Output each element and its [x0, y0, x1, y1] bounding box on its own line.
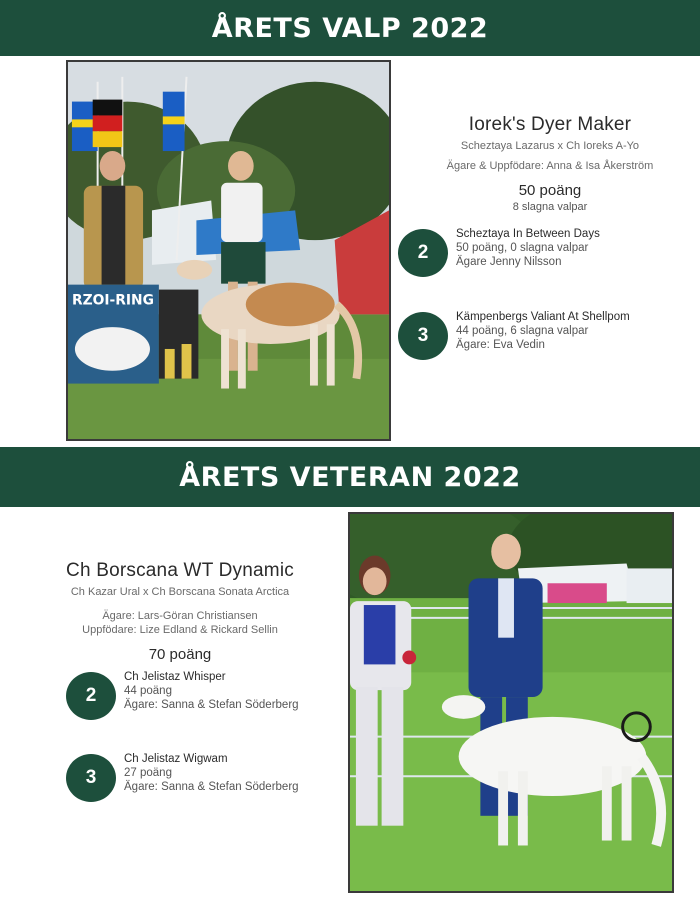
winner-points: 50 poäng — [518, 182, 582, 199]
place-owner: Ägare: Sanna & Stefan Söderberg — [124, 699, 299, 711]
section-title: ÅRETS VALP 2022 — [211, 12, 489, 44]
winner-photo-veteran — [348, 512, 674, 893]
ring-sign-text: RZOI-RING — [71, 292, 154, 309]
rank-badge: 3 — [66, 754, 116, 802]
winner-points: 70 poäng — [148, 646, 212, 663]
section-banner-valp — [0, 0, 700, 56]
place-item — [398, 310, 630, 360]
place-owner: Ägare: Sanna & Stefan Söderberg — [124, 781, 299, 793]
winner-owner: Ägare: Lars-Göran Christiansen — [102, 610, 258, 622]
rank-badge: 3 — [398, 312, 448, 360]
place-name: Scheztaya In Between Days — [456, 228, 600, 240]
winner-extra: 8 slagna valpar — [512, 201, 588, 213]
place-points: 44 poäng, 6 slagna valpar — [456, 325, 589, 337]
winner-name: Iorek's Dyer Maker — [468, 114, 632, 135]
place-name: Ch Jelistaz Whisper — [124, 671, 226, 683]
winner-owner: Ägare & Uppfödare: Anna & Isa Åkerström — [446, 160, 654, 172]
place-points: 44 poäng — [124, 685, 172, 697]
place-item — [66, 670, 299, 720]
winner-block-veteran — [30, 560, 330, 663]
place-points: 50 poäng, 0 slagna valpar — [456, 242, 589, 254]
place-owner: Ägare: Eva Vedin — [456, 339, 545, 351]
winner-name: Ch Borscana WT Dynamic — [66, 560, 294, 581]
winner-block-valp — [400, 114, 700, 213]
rank-badge: 2 — [398, 229, 448, 277]
section-banner-veteran — [0, 447, 700, 507]
winner-photo-valp — [66, 60, 391, 441]
place-name: Kämpenbergs Valiant At Shellpom — [456, 311, 630, 323]
place-item — [398, 227, 600, 277]
section-title: ÅRETS VETERAN 2022 — [179, 461, 521, 493]
place-name: Ch Jelistaz Wigwam — [124, 753, 228, 765]
place-points: 27 poäng — [124, 767, 172, 779]
place-owner: Ägare Jenny Nilsson — [456, 256, 562, 268]
winner-pedigree: Scheztaya Lazarus x Ch Ioreks A-Yo — [460, 140, 640, 152]
place-item — [66, 752, 299, 802]
winner-pedigree: Ch Kazar Ural x Ch Borscana Sonata Arctica — [70, 586, 290, 598]
rank-badge: 2 — [66, 672, 116, 720]
winner-breeder: Uppfödare: Lize Edland & Rickard Sellin — [82, 624, 278, 636]
